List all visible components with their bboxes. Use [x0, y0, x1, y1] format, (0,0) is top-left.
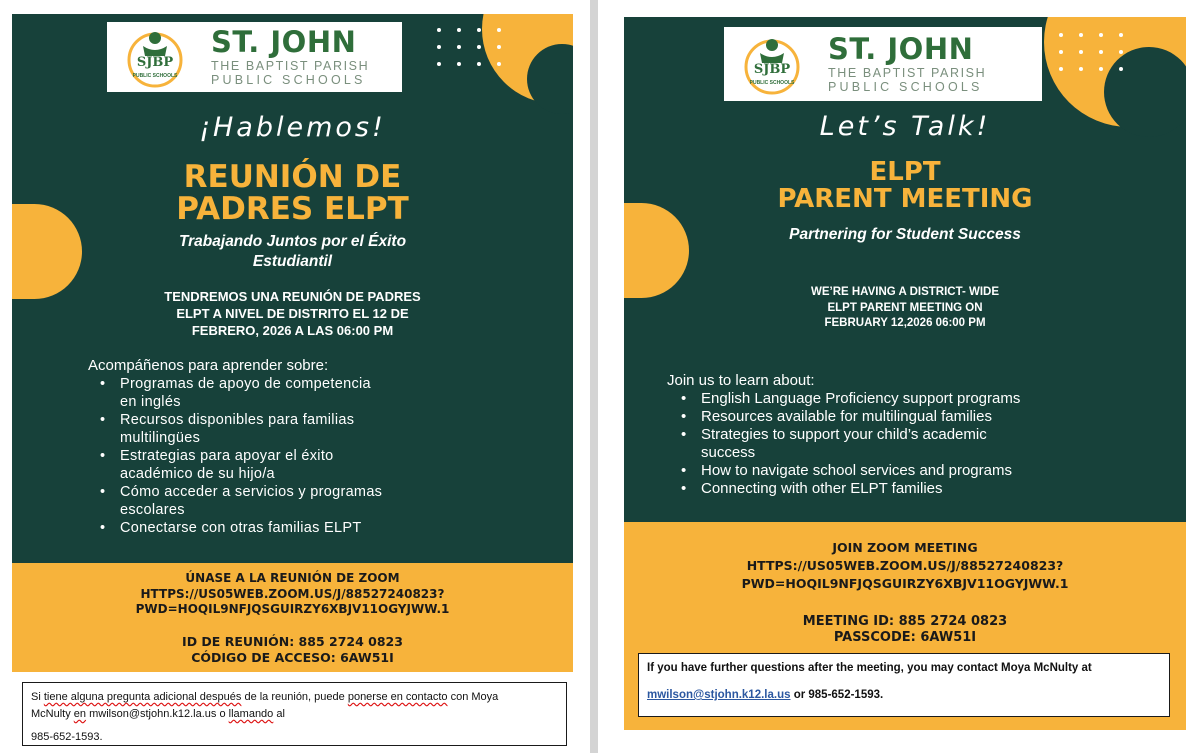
headline [12, 159, 573, 227]
contact-email-link[interactable]: mwilson@stjohn.k12.la.us [647, 689, 791, 701]
announce-line-3: FEBRUARY 12,2026 06:00 PM [824, 317, 986, 330]
tagline-line-1: Trabajando Juntos por el Éxito [178, 233, 407, 250]
zoom-url-line-1[interactable]: HTTPS://US05WEB.ZOOM.US/J/88527240823? [746, 558, 1064, 574]
contact-phone: or 985-652-1593. [790, 689, 884, 701]
headline-line-2: PADRES ELPT [176, 190, 409, 227]
sjbp-emblem-icon [732, 31, 812, 97]
list-item: • Resources available for multilingual families [701, 408, 1020, 426]
list-item: • Cómo acceder a servicios y programas escolares [120, 483, 382, 519]
list-item: • Connecting with other ELPT families [701, 480, 1020, 498]
zoom-url-line-2[interactable]: PWD=HOQIL9NFJQSGUIRZY6XBJV11OGYJWW.1 [135, 602, 450, 617]
zoom-info [12, 571, 573, 618]
list-item: • Recursos disponibles para familias multilingües [120, 411, 382, 447]
list-item: • How to navigate school services and programs [701, 462, 1020, 480]
greeting-title: Let’s Talk! [819, 111, 991, 142]
contact-box-english [638, 653, 1170, 717]
logo-subtitle-2: PUBLIC SCHOOLS [828, 80, 983, 94]
greeting-title: ¡Hablemos! [199, 112, 386, 143]
tagline-line-2: Estudiantil [252, 253, 333, 271]
tagline [12, 232, 573, 272]
zoom-info [624, 539, 1186, 593]
list-item: • Estrategias para apoyar el éxito académico de su hijo/a [120, 447, 382, 483]
announce-line-1: TENDREMOS UNA REUNIÓN DE PADRES [164, 289, 421, 304]
zoom-url-line-2[interactable]: PWD=HOQIL9NFJQSGUIRZY6XBJV11OGYJWW.1 [741, 576, 1069, 592]
decor-dots [1059, 33, 1129, 77]
contact-line-1: If you have further questions after the meeting, you may contact Moya McNulty at [647, 662, 1092, 674]
passcode: PASSCODE: 6AW51I [833, 630, 977, 646]
announce-line-3: FEBRERO, 2026 A LAS 06:00 PM [191, 322, 394, 338]
flyer-english [624, 17, 1186, 730]
meeting-id: ID DE REUNIÓN: 885 2724 0823 [182, 634, 403, 649]
announce-line-1: WE’RE HAVING A DISTRICT- WIDE [810, 286, 1000, 298]
logo-subtitle: THE BAPTIST PARISH [828, 65, 987, 80]
district-logo [107, 22, 402, 92]
headline-line-1: ELPT [869, 157, 941, 187]
contact-line-1: Si tiene alguna pregunta adicional después de la reunión, puede ponerse en contacto con Moya [31, 691, 499, 703]
list-item: • Programas de apoyo de competencia en inglés [120, 375, 382, 411]
flyer-spanish [12, 14, 573, 672]
announcement [12, 289, 573, 340]
zoom-url-line-1[interactable]: HTTPS://US05WEB.ZOOM.US/J/88527240823? [140, 586, 445, 601]
contact-phone: 985-652-1593. [31, 731, 103, 743]
announce-line-2: ELPT PARENT MEETING ON [827, 301, 983, 314]
logo-subtitle: THE BAPTIST PARISH [211, 58, 370, 73]
list-item: • Conectarse con otras familias ELPT [120, 519, 382, 537]
learn-heading: Acompáñenos para aprender sobre: [88, 357, 329, 374]
emblem-bottom-text: PUBLIC SCHOOLS [132, 73, 178, 79]
logo-subtitle-2: PUBLIC SCHOOLS [211, 73, 366, 87]
contact-box-spanish [22, 682, 567, 746]
emblem-text: SJBP [753, 62, 791, 77]
list-item: • English Language Proficiency support programs [701, 390, 1020, 408]
meeting-id: MEETING ID: 885 2724 0823 [802, 614, 1008, 629]
logo-name: ST. JOHN [828, 31, 974, 66]
learn-list [120, 375, 382, 537]
document-page-english [598, 0, 1200, 753]
zoom-heading: ÚNASE A LA REUNIÓN DE ZOOM [185, 571, 400, 585]
learn-heading: Join us to learn about: [667, 372, 815, 389]
decor-dots [437, 28, 507, 72]
tagline: Partnering for Student Success [789, 226, 1021, 243]
page-divider [590, 0, 598, 753]
meeting-credentials [12, 634, 573, 665]
passcode: CÓDIGO DE ACCESO: 6AW51I [191, 649, 394, 665]
sjbp-emblem-icon [115, 24, 195, 90]
announce-line-2: ELPT A NIVEL DE DISTRITO EL 12 DE [176, 305, 409, 321]
contact-line-2 [647, 687, 1161, 704]
district-logo [724, 27, 1042, 101]
learn-list [701, 390, 1020, 498]
emblem-text: SJBP [136, 55, 174, 70]
headline-line-1: REUNIÓN DE [183, 159, 402, 195]
headline [624, 159, 1186, 212]
list-item: • Strategies to support your child’s academic success [701, 426, 1020, 462]
logo-name: ST. JOHN [211, 24, 357, 59]
headline-line-2: PARENT MEETING [777, 183, 1033, 214]
zoom-heading: JOIN ZOOM MEETING [832, 540, 978, 555]
announcement [624, 285, 1186, 332]
emblem-bottom-text: PUBLIC SCHOOLS [749, 80, 795, 86]
contact-line-2: McNulty en mwilson@stjohn.k12.la.us o llamando al [31, 708, 285, 720]
meeting-credentials [624, 614, 1186, 647]
document-page-spanish [0, 0, 590, 753]
